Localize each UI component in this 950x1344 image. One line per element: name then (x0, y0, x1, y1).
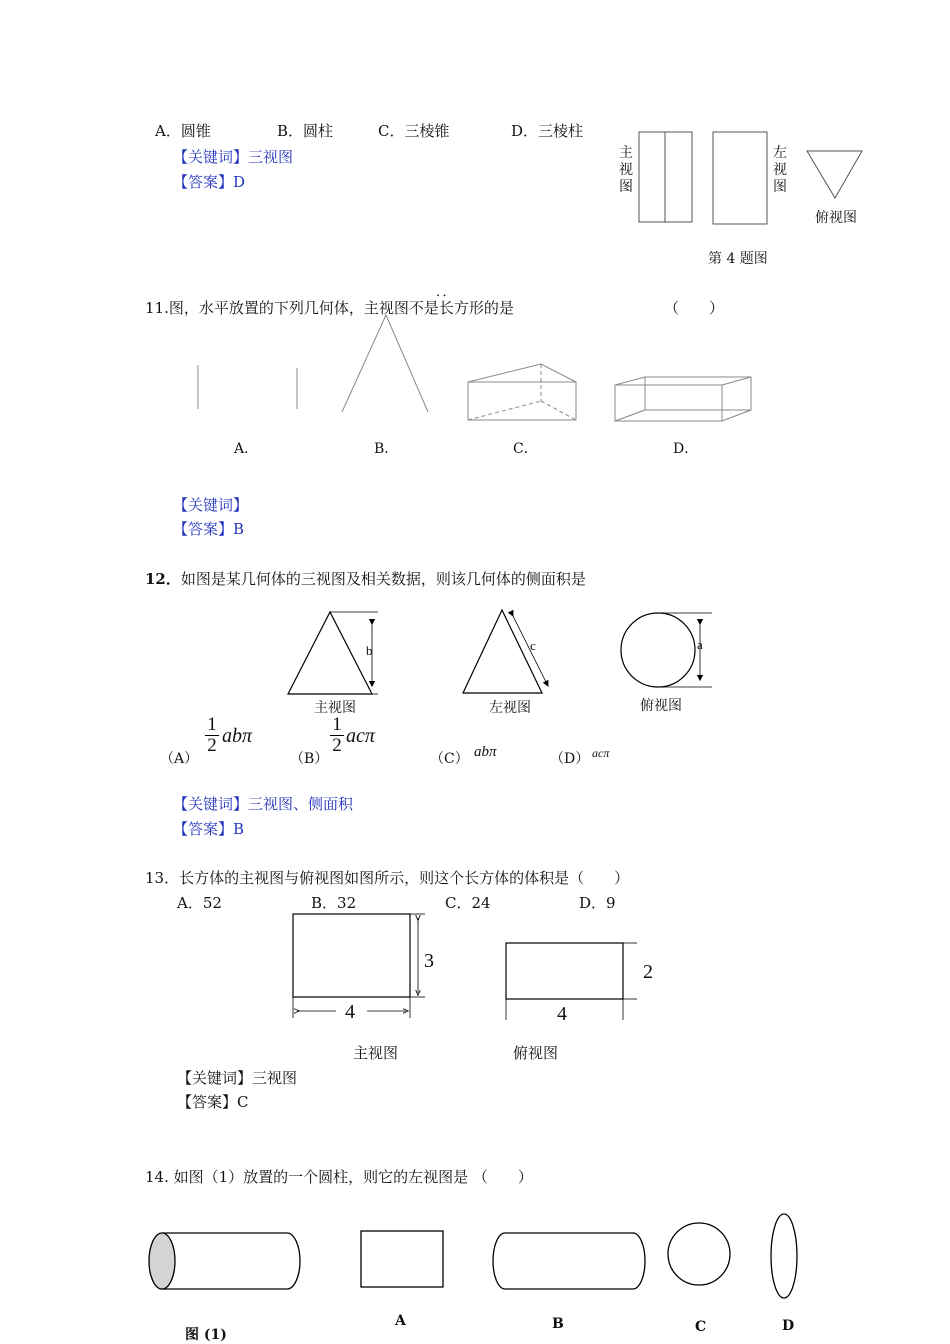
q11-keyword: 【关键词】 (173, 496, 249, 514)
q12-option-b-label: （B） (290, 751, 329, 767)
q10-option-d: D．三棱柱 (511, 122, 584, 140)
q13-option-c: C．24 (445, 894, 491, 912)
q12-label-c: c (530, 638, 536, 653)
q13-option-a: A．52 (177, 894, 222, 912)
q12-label-a: a (697, 637, 703, 652)
q10-left-view-label: 左视图 (773, 145, 787, 195)
q10-option-a: A．圆锥 (155, 122, 211, 140)
q14-label-b: B (552, 1316, 564, 1332)
q12-option-a-expr: abπ (222, 725, 253, 747)
q10-figure-caption: 第 4 题图 (708, 251, 768, 267)
q11-label-a: A． (234, 441, 259, 457)
q12-option-b-den: 2 (330, 735, 344, 756)
q11-question: 11.图，水平放置的下列几何体，主视图不是长方形的是 (145, 299, 514, 317)
q13-option-d: D．9 (579, 894, 616, 912)
q12-front-label: 主视图 (314, 700, 356, 716)
q14-label-a: A (395, 1313, 406, 1329)
q13-dim-w2: 4 (557, 1003, 567, 1025)
q13-front-label: 主视图 (353, 1044, 399, 1062)
q14-optD-ellipse (771, 1214, 797, 1298)
q11-answer: 【答案】B (173, 520, 245, 538)
q12-option-a-label: （A） (160, 751, 199, 767)
q14-optC-circle (668, 1223, 730, 1285)
q12-number: 12． (145, 570, 181, 588)
q11-answer-paren: （ ） (664, 299, 725, 317)
q13-answer: 【答案】C (177, 1093, 249, 1111)
q14-optB-shape (493, 1233, 645, 1289)
q11-label-c: C． (513, 441, 538, 457)
q12-option-c-expr: abπ (474, 744, 497, 760)
q10-option-c: C．三棱锥 (378, 122, 450, 140)
q12-label-b: b (366, 643, 373, 658)
q14-label-d: D (782, 1318, 795, 1334)
q14-optA-rect (361, 1231, 443, 1287)
q13-top-label: 俯视图 (513, 1044, 559, 1062)
q13-dim-d: 2 (643, 961, 653, 983)
q12-left-label: 左视图 (489, 700, 531, 716)
q14-fig1-label: 图 (1) (185, 1327, 227, 1343)
q12-top-label: 俯视图 (640, 698, 682, 714)
q12-answer: 【答案】B (173, 820, 245, 838)
q10-option-b: B．圆柱 (277, 122, 334, 140)
q13-dim-h: 3 (424, 950, 434, 972)
q12-option-b-expr: acπ (346, 725, 375, 747)
q13-question: 13．长方体的主视图与俯视图如图所示，则这个长方体的体积是（ ） (145, 869, 630, 887)
q14-fig1-body (162, 1233, 300, 1289)
q12-text: 如图是某几何体的三视图及相关数据，则该几何体的侧面积是 (180, 570, 586, 588)
q13-keyword: 【关键词】三视图 (177, 1069, 298, 1087)
q10-top-view-label: 俯视图 (815, 210, 857, 226)
q13-dim-w1: 4 (345, 1001, 355, 1023)
q10-keyword: 【关键词】三视图 (173, 148, 294, 166)
q11-label-b: B． (374, 441, 399, 457)
q11-emphasis-dots: ．． (436, 285, 456, 300)
q14-question: 14. 如图（1）放置的一个圆柱，则它的左视图是 （ ） (145, 1168, 533, 1186)
q12-option-c-label: （C） (430, 751, 469, 767)
q12-option-a-den: 2 (205, 735, 219, 756)
q11-label-d: D． (673, 441, 699, 457)
q12-option-b-num: 1 (332, 714, 342, 735)
q14-fig1-end-face (149, 1233, 175, 1289)
q10-answer: 【答案】D (173, 173, 246, 191)
q12-keyword: 【关键词】三视图、侧面积 (173, 795, 354, 813)
q12-option-d-label: （D） (550, 751, 590, 767)
q12-option-a-num: 1 (207, 714, 217, 735)
q13-option-b: B．32 (311, 894, 357, 912)
q14-label-c: C (695, 1319, 707, 1335)
q10-front-view-label: 主视图 (619, 145, 633, 195)
q12-option-d-expr: acπ (592, 746, 610, 760)
